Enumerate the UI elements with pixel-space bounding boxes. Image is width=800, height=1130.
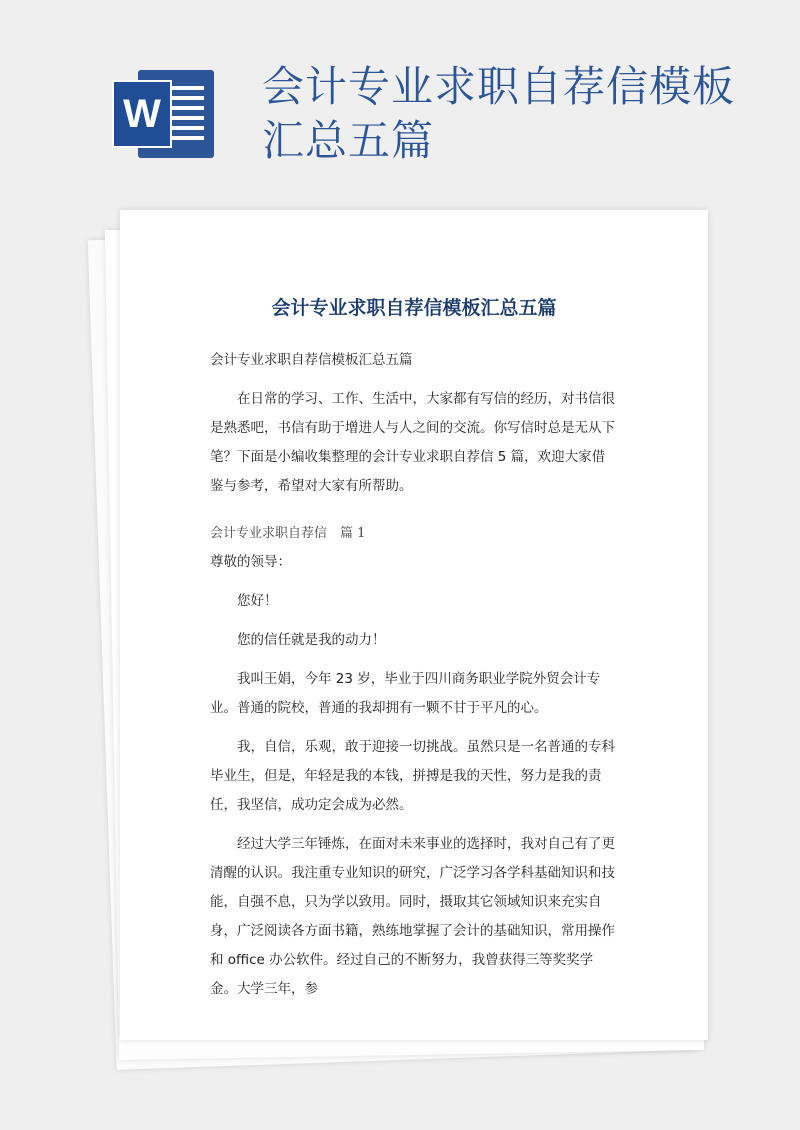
word-document-icon <box>112 70 214 158</box>
paragraph-2: 我，自信，乐观，敢于迎接一切挑战。虽然只是一名普通的专科毕业生，但是，年轻是我的本钱，拼搏是我的天性，努力是我的责任，我坚信，成功定会成为必然。 <box>210 739 615 813</box>
document-title: 会计专业求职自荐信模板汇总五篇 <box>271 297 557 319</box>
section-heading: 会计专业求职自荐信 篇 1 <box>210 526 366 541</box>
document-subtitle: 会计专业求职自荐信模板汇总五篇 <box>210 352 413 368</box>
document-content <box>120 210 708 997</box>
paragraph-1: 我叫王娟，今年 23 岁，毕业于四川商务职业学院外贸会计专业。普通的院校，普通的我却拥有一颗不甘于平凡的心。 <box>210 671 601 716</box>
page-title: 会计专业求职自荐信模板汇总五篇 <box>262 62 736 165</box>
intro-paragraph: 在日常的学习、工作、生活中，大家都有写信的经历，对书信很是熟悉吧，书信有助于增进人与人之间的交流。你写信时总是无从下笔？下面是小编收集整理的会计专业求职自荐信 5 篇，欢迎大家借鉴与参考，希望对大家有所帮助。 <box>210 391 615 494</box>
paragraph-3: 经过大学三年锤炼，在面对未来事业的选择时，我对自己有了更清醒的认识。我注重专业知识的研究，广泛学习各学科基础知识和技能，自强不息，只为学以致用。同时，摄取其它领域知识来充实自身，广泛阅读各方面书籍，熟练地掌握了会计的基础知识，常用操作和 office 办公软件。经过自己的不断努力，我曾获得三等奖奖学金。大学三年，参 <box>210 836 615 997</box>
opening-line: 您的信任就是我的动力！ <box>237 632 386 648</box>
greeting: 您好！ <box>237 593 278 609</box>
header <box>0 0 800 200</box>
word-icon-letter: W <box>112 80 172 148</box>
salutation: 尊敬的领导： <box>210 554 291 570</box>
